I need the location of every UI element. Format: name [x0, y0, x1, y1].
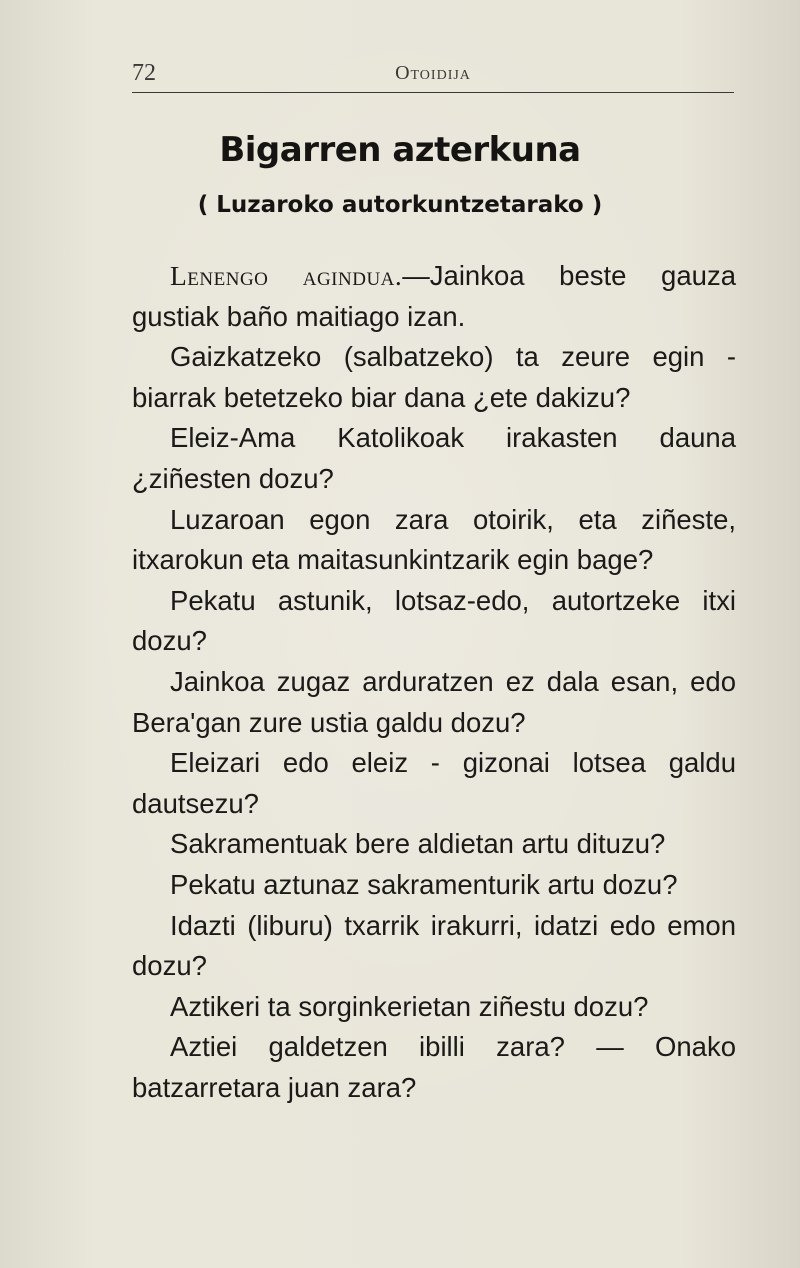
- question-paragraph: Jainkoa zugaz arduratzen ez dala esan, edo Bera'gan zure ustia galdu dozu?: [132, 665, 736, 738]
- question-paragraph: Idazti (liburu) txarrik irakurri, idatzi edo emon dozu?: [132, 909, 736, 982]
- intro-text: —Jainkoa beste gauza gustiak baño maitiago izan.: [132, 260, 736, 332]
- question-paragraph: Gaizkatzeko (salbatzeko) ta zeure egin -biarrak betetzeko biar dana ¿ete dakizu?: [132, 341, 736, 413]
- question-paragraph: Pekatu aztunaz sakramenturik artu dozu?: [170, 868, 678, 900]
- question-paragraph: Eleiz-Ama Katolikoak irakasten dauna ¿ziñesten dozu?: [132, 422, 736, 494]
- section-subtitle: ( Luzaroko autorkuntzetarako ): [197, 192, 603, 218]
- running-title: Otoidija: [395, 62, 471, 84]
- section-title: Bigarren azterkuna: [219, 130, 581, 170]
- question-paragraph: Aztiei galdetzen ibilli zara? — Onako batzarretara juan zara?: [132, 1031, 736, 1103]
- page-header: [132, 60, 734, 93]
- question-paragraph: Luzaroan egon zara otoirik, eta ziñeste, itxarokun eta maitasunkintzarik egin bage?: [132, 503, 736, 576]
- page-body: [132, 256, 736, 1108]
- page-number: 72: [132, 60, 156, 86]
- question-paragraph: Aztikeri ta sorginkerietan ziñestu dozu?: [170, 990, 649, 1022]
- intro-paragraph: [132, 256, 736, 337]
- question-paragraph: Sakramentuak bere aldietan artu dituzu?: [170, 828, 666, 860]
- intro-lead: Lenengo agindua.: [170, 260, 403, 291]
- question-paragraph: Eleizari edo eleiz - gizonai lotsea galdu dautsezu?: [132, 747, 736, 819]
- question-paragraph: Pekatu astunik, lotsaz-edo, autortzeke itxi dozu?: [132, 584, 736, 657]
